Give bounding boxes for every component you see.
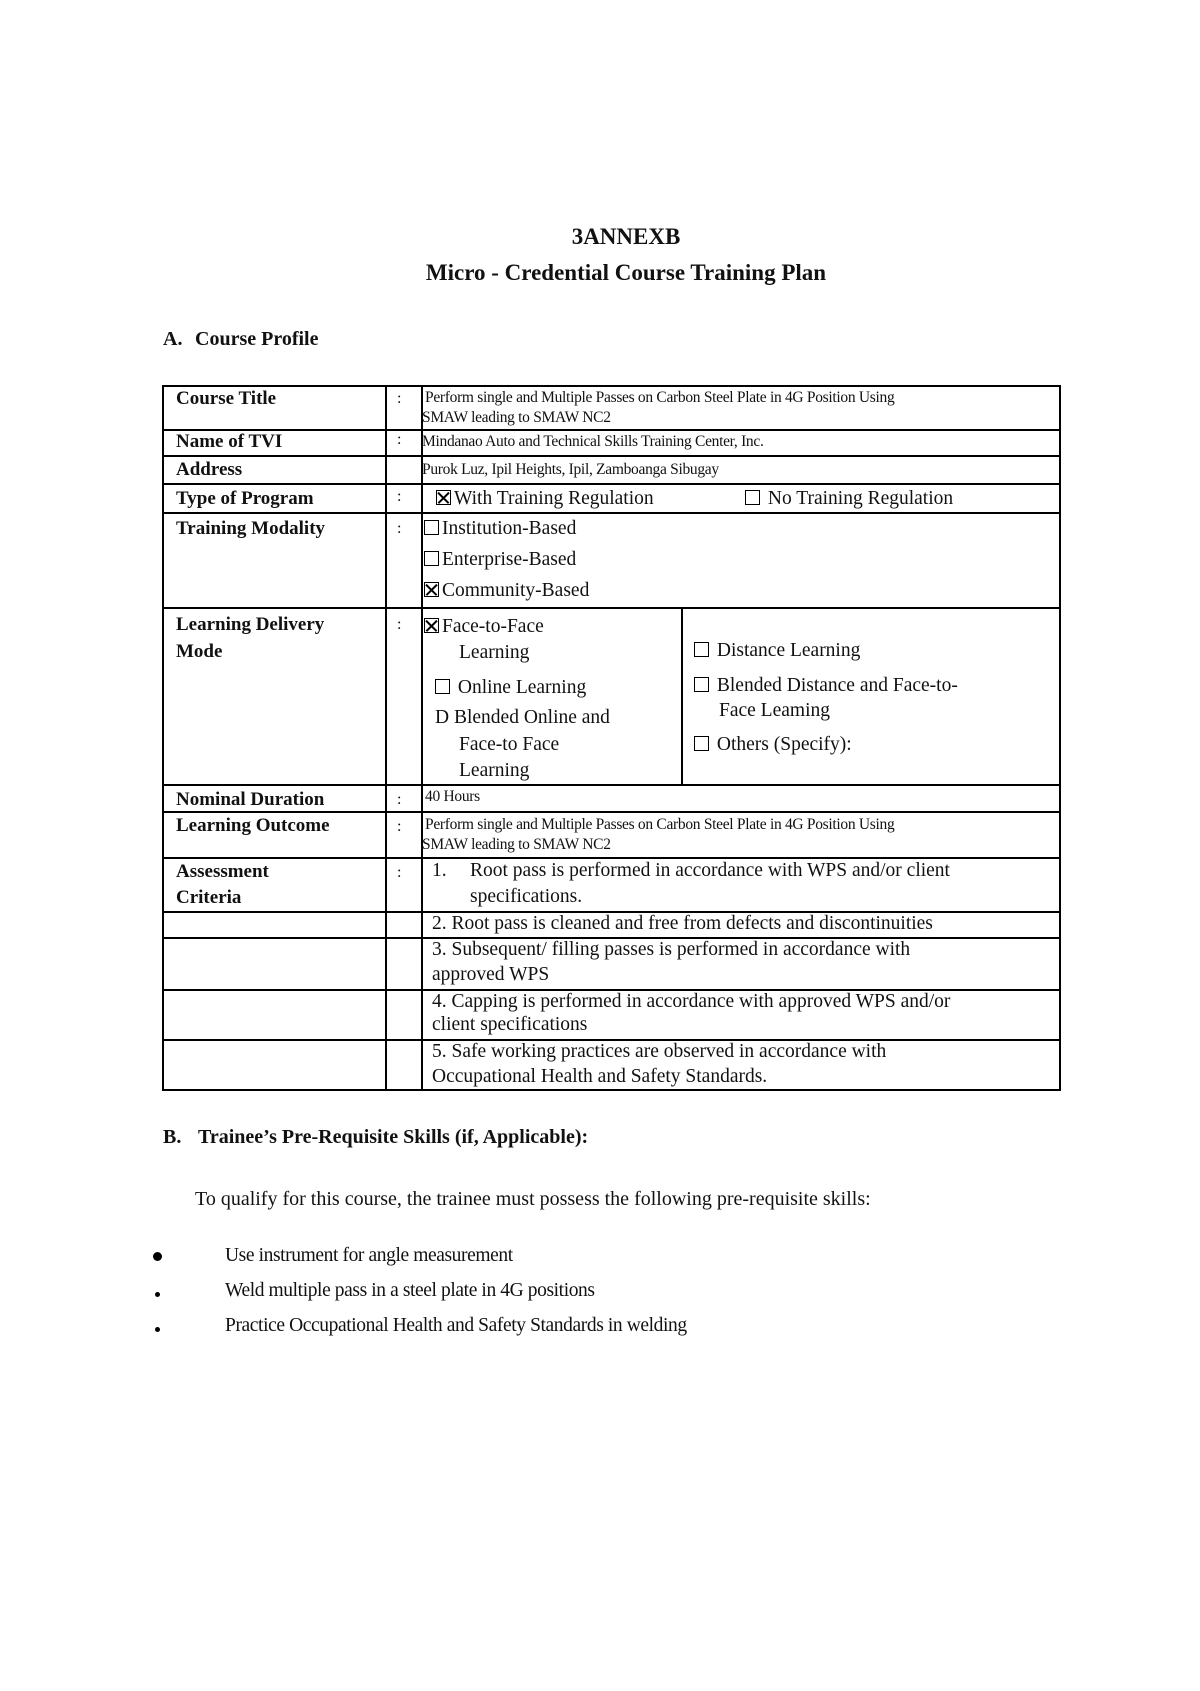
skill-item: Use instrument for angle measurement bbox=[225, 1245, 513, 1266]
blended-online-marker[interactable]: D bbox=[435, 707, 450, 728]
section-a-heading bbox=[163, 328, 319, 351]
duration-value: 40 Hours bbox=[425, 788, 480, 805]
program-type-option1-text: With Training Regulation bbox=[454, 488, 654, 509]
delivery-option-blended-distance bbox=[694, 673, 958, 699]
course-title-value-line1: Perform single and Multiple Passes on Carbon Steel Plate in 4G Position Using bbox=[425, 389, 895, 406]
delivery-label-line2: Mode bbox=[176, 641, 223, 662]
colon: : bbox=[397, 520, 402, 537]
delivery-others-text: Others (Specify): bbox=[716, 734, 852, 755]
unchecked-box-icon[interactable] bbox=[424, 551, 439, 566]
delivery-label-line1: Learning Delivery bbox=[176, 614, 325, 635]
outcome-value-line2: SMAW leading to SMAW NC2 bbox=[422, 836, 611, 853]
colon: : bbox=[397, 818, 402, 835]
delivery-option-distance bbox=[694, 638, 860, 664]
section-b-letter: B. bbox=[163, 1126, 182, 1148]
modality-option2-text: Enterprise-Based bbox=[442, 549, 577, 570]
outcome-label: Learning Outcome bbox=[176, 815, 330, 836]
criterion-5-line1: 5. Safe working practices are observed in accordance with bbox=[432, 1041, 887, 1062]
section-b-intro: To qualify for this course, the trainee must possess the following pre-requisite skills: bbox=[195, 1188, 871, 1210]
delivery-f2f-line2: Learning bbox=[459, 642, 530, 663]
unchecked-box-icon[interactable] bbox=[745, 490, 760, 505]
unchecked-box-icon[interactable] bbox=[424, 520, 439, 535]
checked-box-icon[interactable] bbox=[424, 618, 439, 633]
row-line bbox=[162, 385, 1061, 387]
section-a-title: Course Profile bbox=[195, 328, 319, 350]
colon: : bbox=[397, 431, 402, 448]
table-divider-colon bbox=[421, 385, 423, 1091]
colon: : bbox=[397, 791, 402, 808]
table-border-right bbox=[1059, 385, 1061, 1091]
row-line bbox=[162, 607, 1061, 609]
tvi-label: Name of TVI bbox=[176, 431, 283, 452]
address-label: Address bbox=[176, 459, 243, 480]
row-line bbox=[162, 784, 1061, 786]
assessment-label-line2: Criteria bbox=[176, 887, 242, 908]
program-type-label: Type of Program bbox=[176, 488, 314, 509]
unchecked-box-icon[interactable] bbox=[435, 679, 450, 694]
course-title-label: Course Title bbox=[176, 388, 277, 409]
delivery-distance-text: Distance Learning bbox=[716, 640, 861, 661]
assessment-label-line1: Assessment bbox=[176, 861, 269, 882]
skill-item: Practice Occupational Health and Safety Standards in welding bbox=[225, 1315, 687, 1336]
criterion-3-line1: 3. Subsequent/ filling passes is performed in accordance with bbox=[432, 939, 911, 960]
modality-label: Training Modality bbox=[176, 518, 326, 539]
bullet-icon bbox=[153, 1252, 162, 1261]
section-a-letter: A. bbox=[163, 328, 183, 350]
colon: : bbox=[397, 616, 402, 633]
modality-option-enterprise bbox=[424, 547, 576, 573]
program-type-option-with-tr bbox=[436, 486, 654, 512]
criterion-4-line1: 4. Capping is performed in accordance with approved WPS and/or bbox=[432, 991, 951, 1012]
delivery-option-f2f bbox=[424, 614, 544, 640]
criterion-1-line1: Root pass is performed in accordance with WPS and/or client bbox=[470, 860, 950, 881]
modality-option-community bbox=[424, 578, 589, 604]
delivery-f2f-line1: Face-to-Face bbox=[442, 616, 544, 637]
row-line bbox=[162, 429, 1061, 431]
blended-online-line1: Blended Online and bbox=[453, 707, 610, 728]
table-divider-delivery bbox=[681, 608, 683, 785]
table-divider-label bbox=[385, 385, 387, 1091]
modality-option-institution bbox=[424, 516, 576, 542]
bullet-icon bbox=[155, 1292, 160, 1297]
criterion-2: 2. Root pass is cleaned and free from defects and discontinuities bbox=[432, 913, 933, 934]
colon: : bbox=[397, 488, 402, 505]
program-type-option-no-tr bbox=[745, 486, 953, 512]
modality-option3-text: Community-Based bbox=[442, 580, 590, 601]
row-line bbox=[162, 483, 1061, 485]
course-title-value-line2: SMAW leading to SMAW NC2 bbox=[422, 409, 611, 426]
duration-label: Nominal Duration bbox=[176, 789, 325, 810]
criterion-1-number: 1. bbox=[432, 860, 447, 881]
unchecked-box-icon[interactable] bbox=[694, 677, 709, 692]
delivery-option-others bbox=[694, 732, 852, 758]
bullet-icon bbox=[155, 1327, 160, 1332]
row-line bbox=[162, 512, 1061, 514]
delivery-option-blended-online bbox=[435, 705, 610, 731]
delivery-online-text: Online Learning bbox=[457, 677, 587, 698]
blended-online-line2: Face-to Face bbox=[459, 734, 560, 755]
delivery-option-online bbox=[435, 675, 586, 701]
outcome-value-line1: Perform single and Multiple Passes on Carbon Steel Plate in 4G Position Using bbox=[425, 816, 895, 833]
address-value: Purok Luz, Ipil Heights, Ipil, Zamboanga Sibugay bbox=[422, 461, 719, 478]
unchecked-box-icon[interactable] bbox=[694, 642, 709, 657]
page-title: Micro - Credential Course Training Plan bbox=[425, 260, 827, 285]
criterion-3-line2: approved WPS bbox=[432, 964, 550, 985]
section-b-heading bbox=[163, 1126, 588, 1149]
modality-option1-text: Institution-Based bbox=[442, 518, 577, 539]
checked-box-icon[interactable] bbox=[436, 490, 451, 505]
blended-online-line3: Learning bbox=[459, 760, 530, 781]
criterion-1-line2: specifications. bbox=[470, 886, 583, 907]
blended-distance-line1: Blended Distance and Face-to- bbox=[716, 675, 958, 696]
criterion-4-line2: client specifications bbox=[432, 1014, 588, 1035]
program-type-option2-text: No Training Regulation bbox=[767, 488, 954, 509]
tvi-value: Mindanao Auto and Technical Skills Training Center, Inc. bbox=[422, 433, 764, 450]
colon: : bbox=[397, 390, 402, 407]
colon: : bbox=[397, 864, 402, 881]
section-b-title: Trainee’s Pre-Requisite Skills (if, Applicable): bbox=[198, 1126, 589, 1148]
blended-distance-line2: Face Leaming bbox=[719, 700, 830, 721]
unchecked-box-icon[interactable] bbox=[694, 736, 709, 751]
table-border-left bbox=[162, 385, 164, 1091]
checked-box-icon[interactable] bbox=[424, 582, 439, 597]
criterion-5-line2: Occupational Health and Safety Standards. bbox=[432, 1066, 768, 1087]
row-line bbox=[162, 455, 1061, 457]
annex-label: 3ANNEXB bbox=[571, 224, 681, 249]
skill-item: Weld multiple pass in a steel plate in 4G positions bbox=[225, 1280, 595, 1301]
